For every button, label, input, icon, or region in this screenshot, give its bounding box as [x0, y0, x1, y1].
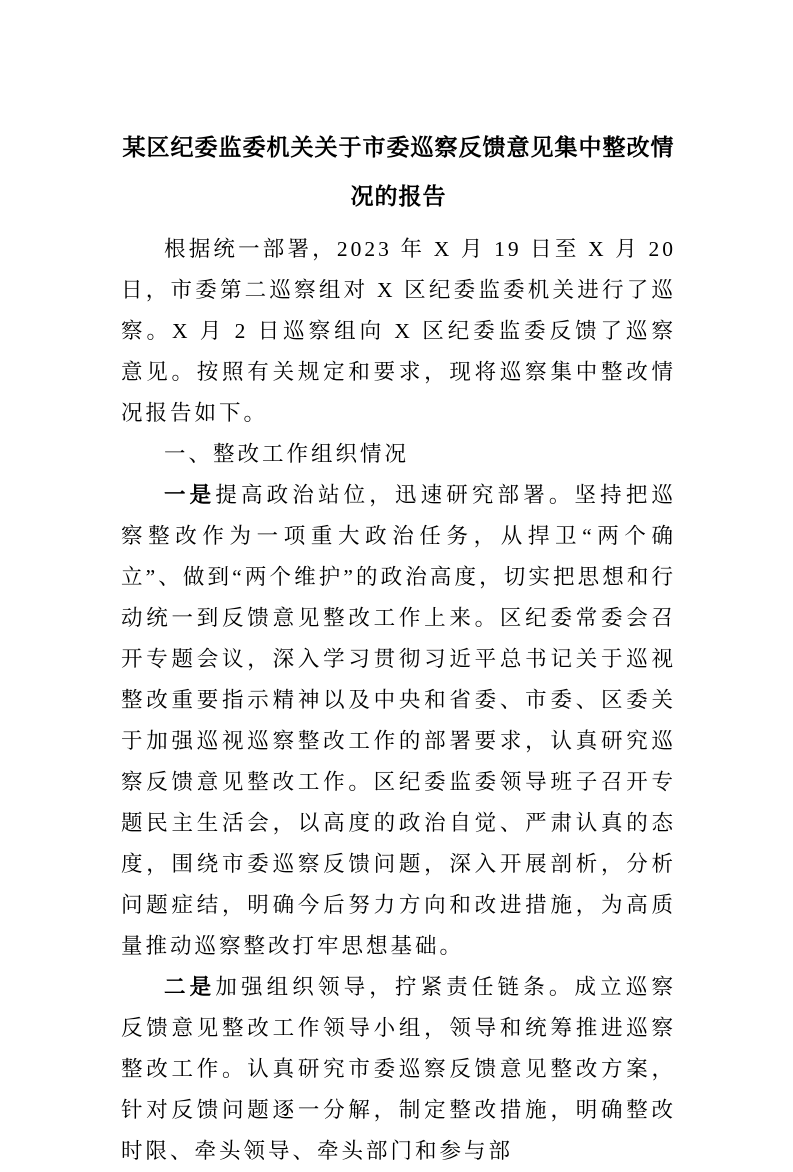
- paragraph-item-1: [121, 475, 676, 967]
- paragraph-intro: 根据统一部署，2023 年 X 月 19 日至 X 月 20 日，市委第二巡察组对 X 区纪委监委机关进行了巡察。X 月 2 日巡察组向 X 区纪委监委反馈了巡察意见。按照有关规定和要求，现将巡察集中整改情况报告如下。: [121, 237, 676, 425]
- item-1-text: 提高政治站位，迅速研究部署。坚持把巡察整改作为一项重大政治任务，从捍卫“两个确立”、做到“两个维护”的政治高度，切实把思想和行动统一到反馈意见整改工作上来。区纪委常委会召开专题会议，深入学习贯彻习近平总书记关于巡视整改重要指示精神以及中央和省委、市委、区委关于加强巡视巡察整改工作的部署要求，认真研究巡察反馈意见整改工作。区纪委监委领导班子召开专题民主生活会，以高度的政治自觉、严肃认真的态度，围绕市委巡察反馈问题，深入开展剖析，分析问题症结，明确今后努力方向和改进措施，为高质量推动巡察整改打牢思想基础。: [121, 483, 676, 958]
- paragraph-item-2: [121, 967, 676, 1172]
- section-heading-1: 一、整改工作组织情况: [164, 442, 410, 466]
- document-title: 某区纪委监委机关关于市委巡察反馈意见集中整改情况的报告: [122, 135, 675, 209]
- item-2-text: 加强组织领导，拧紧责任链条。成立巡察反馈意见整改工作领导小组，领导和统筹推进巡察整改工作。认真研究市委巡察反馈意见整改方案，针对反馈问题逐一分解，制定整改措施，明确整改时限、牵头领导、牵头部门和参与部: [121, 975, 676, 1163]
- item-1-lead: 一是: [164, 483, 216, 507]
- item-2-lead: 二是: [164, 975, 216, 999]
